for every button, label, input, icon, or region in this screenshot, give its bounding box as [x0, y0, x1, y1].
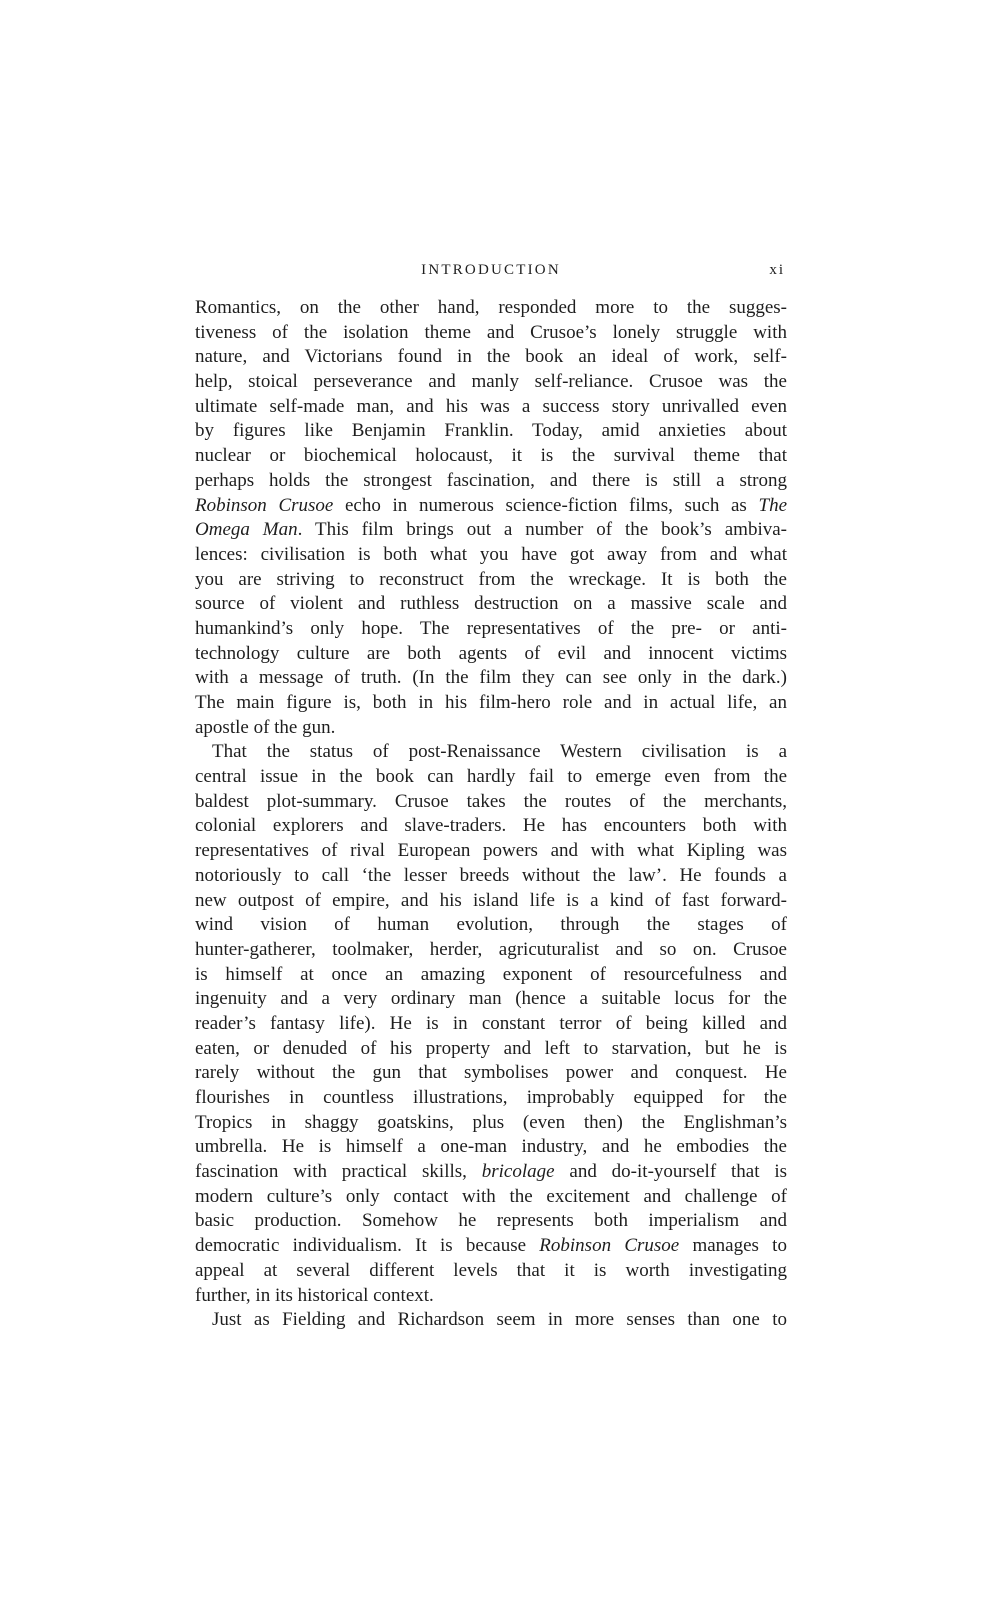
text-span: perhaps holds the strongest fascination, and there is still a strong — [195, 469, 787, 491]
text-span: lences: civilisation is both what you have got away from and what — [195, 543, 787, 565]
italic-text: Robinson Crusoe — [539, 1235, 680, 1257]
text-line — [195, 740, 787, 765]
text-span: rarely without the gun that symbolises power and conquest. He — [195, 1062, 787, 1084]
italic-text: Robinson Crusoe — [195, 494, 334, 516]
text-line — [195, 864, 787, 889]
text-line — [195, 1061, 787, 1086]
text-line — [195, 987, 787, 1012]
text-span: colonial explorers and slave-traders. He has encounters both with — [195, 815, 787, 837]
text-line — [195, 1037, 787, 1062]
text-span: reader’s fantasy life). He is in constant terror of being killed and — [195, 1012, 787, 1034]
text-span: . This film brings out a number of the book’s ambiva- — [297, 519, 787, 541]
text-span: technology culture are both agents of evil and innocent victims — [195, 642, 787, 664]
page-number: xi — [769, 262, 785, 278]
text-line — [195, 913, 787, 938]
text-line — [195, 1259, 787, 1284]
text-line — [195, 1308, 787, 1333]
text-line — [195, 765, 787, 790]
text-span: wind vision of human evolution, through the stages of — [195, 914, 787, 936]
text-line — [195, 1111, 787, 1136]
text-line — [195, 642, 787, 667]
text-span: basic production. Somehow he represents both imperialism and — [195, 1210, 787, 1232]
text-line — [195, 345, 787, 370]
paragraph — [195, 296, 787, 740]
text-span: humankind’s only hope. The representatives of the pre- or anti- — [195, 617, 787, 639]
text-span: eaten, or denuded of his property and left to starvation, but he is — [195, 1037, 787, 1059]
text-line — [195, 889, 787, 914]
text-span: appeal at several different levels that it is worth investigating — [195, 1259, 787, 1281]
text-line — [195, 839, 787, 864]
text-span: new outpost of empire, and his island life is a kind of fast forward- — [195, 889, 787, 911]
text-line — [195, 518, 787, 543]
italic-text: Omega Man — [195, 519, 298, 541]
text-span: Just as Fielding and Richardson seem in more senses than one to — [212, 1309, 787, 1331]
text-line — [195, 395, 787, 420]
text-line — [195, 444, 787, 469]
text-line — [195, 691, 787, 716]
text-span: baldest plot-summary. Crusoe takes the routes of the merchants, — [195, 790, 787, 812]
text-line — [195, 592, 787, 617]
text-span: with a message of truth. (In the film they can see only in the dark.) — [195, 667, 787, 689]
body-text — [195, 296, 787, 1333]
text-span: source of violent and ruthless destruction on a massive scale and — [195, 593, 787, 615]
text-line — [195, 1135, 787, 1160]
text-span: That the status of post-Renaissance Western civilisation is a — [212, 741, 787, 763]
text-line — [195, 1284, 787, 1309]
text-span: The main figure is, both in his film-hero role and in actual life, an — [195, 692, 787, 713]
text-line — [195, 1086, 787, 1111]
text-line — [195, 716, 787, 741]
text-line — [195, 1234, 787, 1259]
text-line — [195, 370, 787, 395]
text-span: by figures like Benjamin Franklin. Today, amid anxieties about — [195, 420, 787, 442]
text-line — [195, 543, 787, 568]
running-head-title: INTRODUCTION — [421, 262, 561, 278]
text-span: notoriously to call ‘the lesser breeds without the law’. He founds a — [195, 864, 787, 886]
text-span: fascination with practical skills, — [195, 1161, 482, 1183]
paragraph — [195, 740, 787, 1308]
text-span: further, in its historical context. — [195, 1284, 434, 1306]
text-line — [195, 938, 787, 963]
text-span: modern culture’s only contact with the excitement and challenge of — [195, 1185, 787, 1207]
text-line — [195, 568, 787, 593]
paragraph — [195, 1308, 787, 1333]
text-span: manages to — [679, 1235, 787, 1257]
text-line — [195, 617, 787, 642]
text-span: tiveness of the isolation theme and Crusoe’s lonely struggle with — [195, 321, 787, 343]
text-line — [195, 296, 787, 321]
text-span: Tropics in shaggy goatskins, plus (even then) the Englishman’s — [195, 1111, 787, 1133]
text-span: umbrella. He is himself a one-man industry, and he embodies the — [195, 1136, 787, 1158]
text-span: hunter-gatherer, toolmaker, herder, agricuturalist and so on. Crusoe — [195, 938, 787, 960]
text-span: nuclear or biochemical holocaust, it is the survival theme that — [195, 445, 787, 467]
italic-text: The — [758, 494, 787, 516]
text-span: apostle of the gun. — [195, 716, 336, 738]
text-span: nature, and Victorians found in the book an ideal of work, self- — [195, 346, 787, 368]
text-line — [195, 666, 787, 691]
text-span: you are striving to reconstruct from the wreckage. It is both the — [195, 568, 787, 590]
text-line — [195, 1012, 787, 1037]
text-span: representatives of rival European powers and with what Kipling was — [195, 840, 787, 862]
text-line — [195, 494, 787, 519]
text-span: echo in numerous science-fiction films, such as — [333, 494, 759, 516]
text-line — [195, 814, 787, 839]
text-line — [195, 321, 787, 346]
text-span: help, stoical perseverance and manly self-reliance. Crusoe was the — [195, 371, 787, 393]
running-head — [195, 260, 787, 284]
text-line — [195, 419, 787, 444]
text-line — [195, 1185, 787, 1210]
text-line — [195, 469, 787, 494]
text-span: is himself at once an amazing exponent of resourcefulness and — [195, 963, 787, 985]
text-line — [195, 1209, 787, 1234]
text-span: ultimate self-made man, and his was a success story unrivalled even — [195, 395, 787, 417]
text-span: Romantics, on the other hand, responded more to the sugges- — [195, 297, 787, 318]
text-line — [195, 790, 787, 815]
italic-text: bricolage — [481, 1161, 555, 1183]
text-span: central issue in the book can hardly fail to emerge even from the — [195, 766, 787, 788]
text-span: and do-it-yourself that is — [554, 1161, 787, 1183]
text-span: ingenuity and a very ordinary man (hence a suitable locus for the — [195, 988, 787, 1010]
text-span: flourishes in countless illustrations, improbably equipped for the — [195, 1087, 787, 1108]
text-line — [195, 1160, 787, 1185]
text-span: democratic individualism. It is because — [195, 1235, 540, 1257]
text-line — [195, 963, 787, 988]
